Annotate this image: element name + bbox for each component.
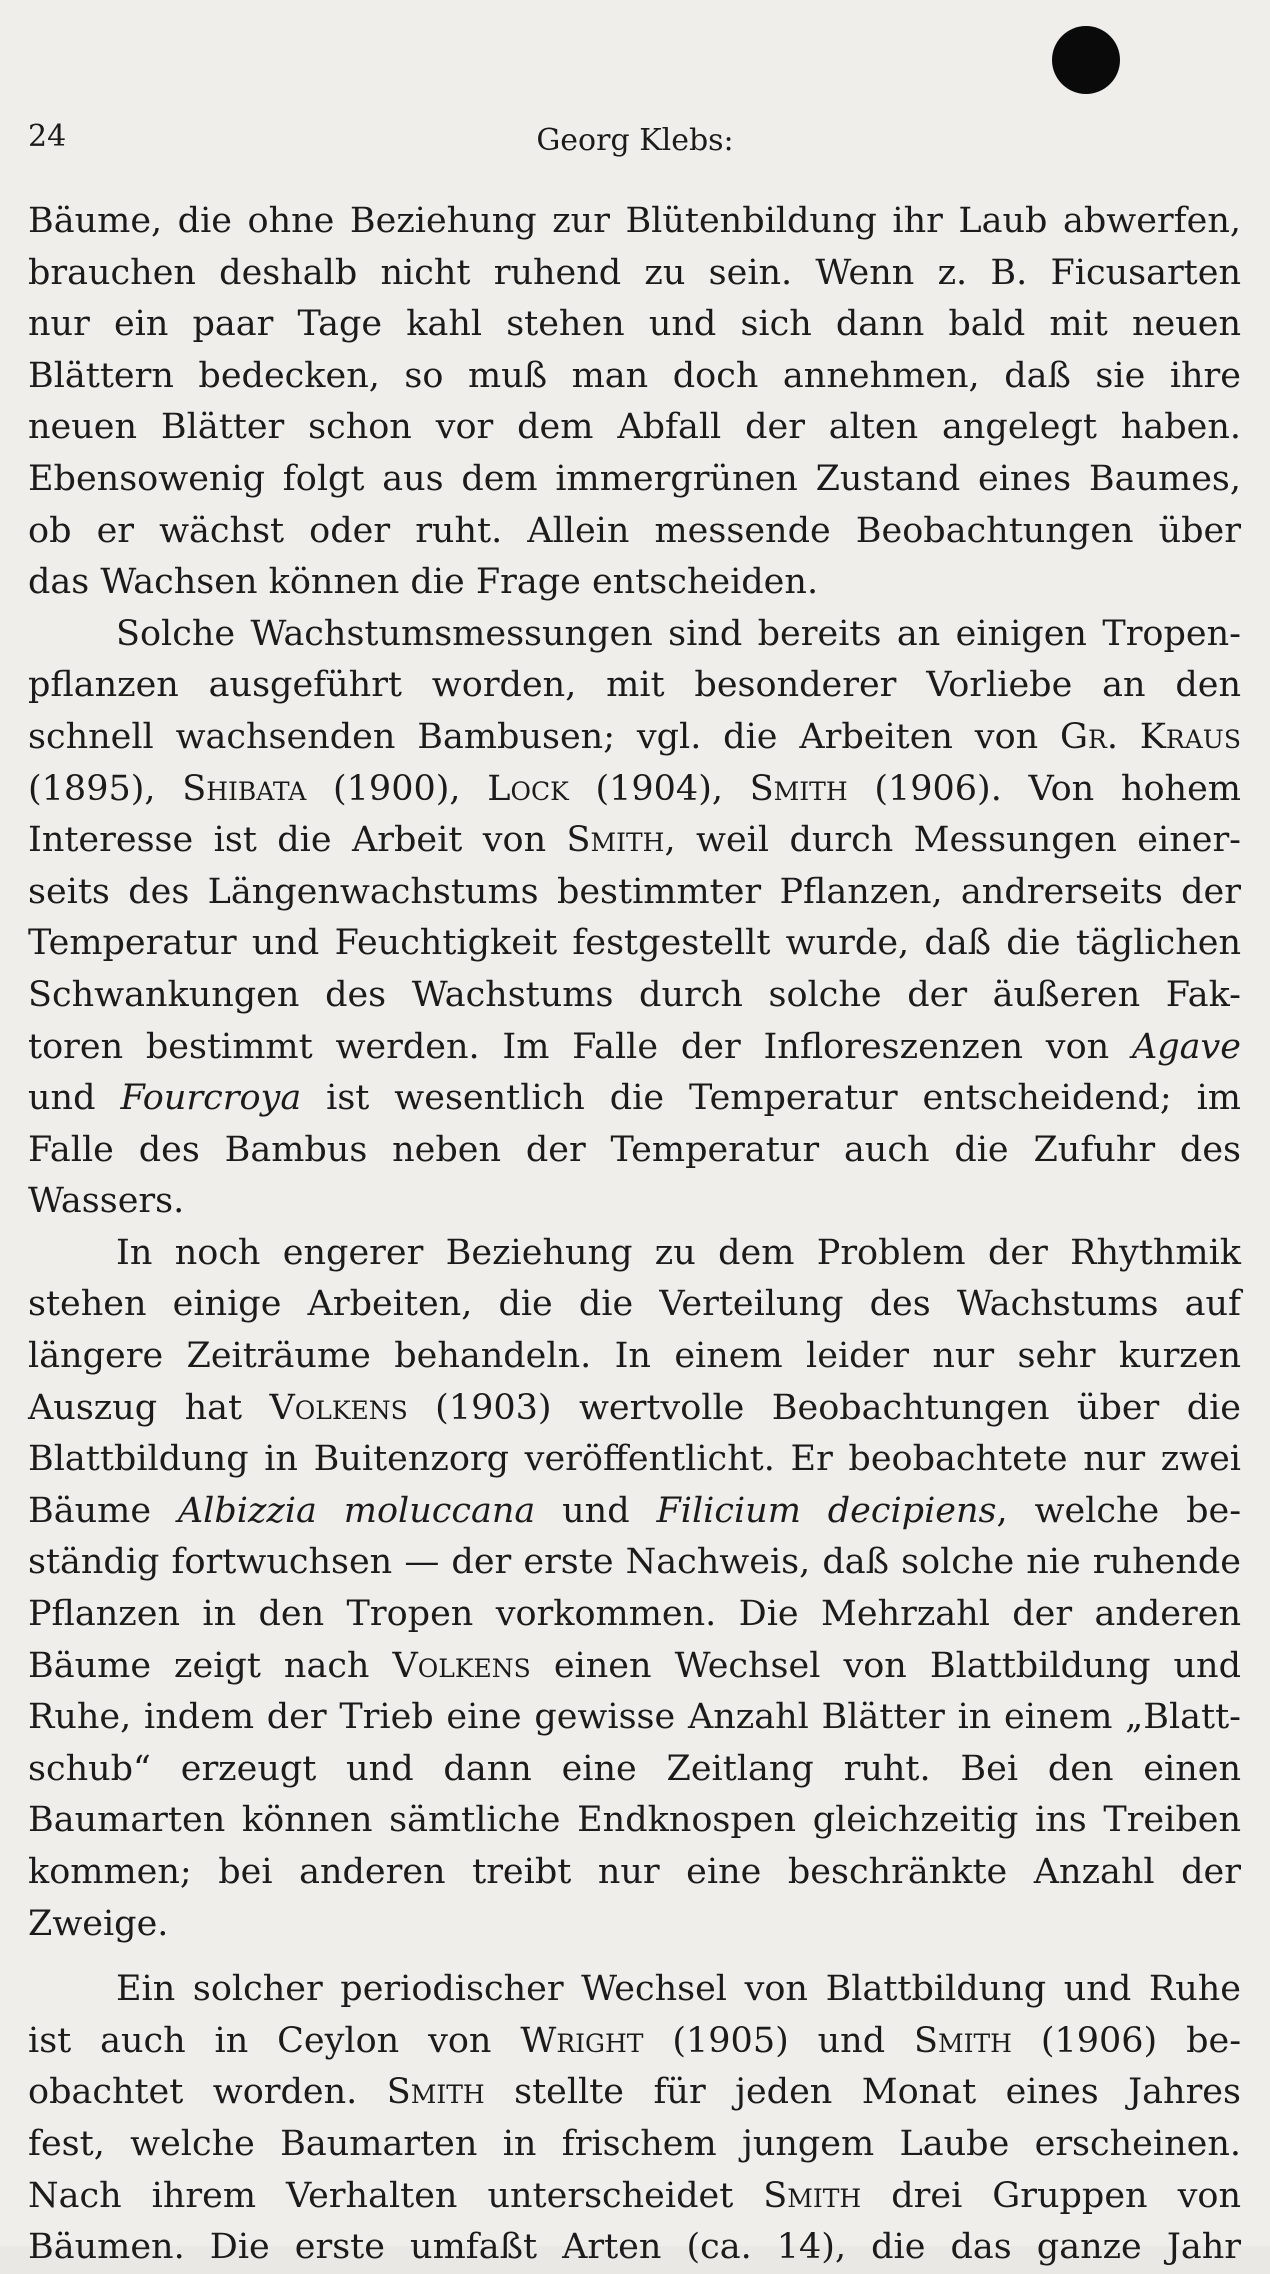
author-name: Wright — [520, 2020, 644, 2061]
text-line — [28, 1434, 1241, 1486]
text-line — [28, 1537, 1241, 1589]
text-run: einen Wechsel von Blattbildung und — [530, 1645, 1241, 1686]
text-line — [28, 1279, 1241, 1331]
text-line — [28, 1795, 1241, 1847]
text-run: nur ein paar Tage kahl stehen und sich dann bald mit neuen — [28, 304, 1241, 345]
text-run: Ein solcher periodischer Wechsel von Blattbildung und Ruhe — [116, 1969, 1241, 2010]
text-line — [28, 248, 1241, 300]
text-run: (1900), — [306, 768, 488, 809]
text-run: (1906) be- — [1011, 2020, 1242, 2061]
text-line — [28, 506, 1241, 558]
text-line — [28, 1964, 1241, 2016]
text-run: (1895), — [28, 768, 183, 809]
text-run: Bäume — [28, 1490, 178, 1531]
text-run: ständig fortwuchsen — der erste Nachweis, daß solche nie ruhende — [28, 1542, 1241, 1583]
text-line — [28, 1125, 1241, 1177]
text-line — [28, 299, 1241, 351]
text-line — [28, 351, 1241, 403]
text-run: ist auch in Ceylon von — [28, 2020, 521, 2061]
text-run: In noch engerer Beziehung zu dem Problem der Rhythmik — [116, 1232, 1241, 1273]
text-line — [28, 815, 1241, 867]
author-name: Shibata — [182, 768, 307, 809]
author-name: Volkens — [269, 1387, 408, 1428]
text-line — [28, 1589, 1241, 1641]
text-line — [28, 660, 1241, 712]
text-run: Interesse ist die Arbeit von — [28, 820, 567, 861]
author-name: Smith — [914, 2020, 1012, 2061]
text-line — [28, 1692, 1241, 1744]
text-line — [28, 867, 1241, 919]
author-name: Smith — [763, 2175, 862, 2216]
text-run: Ebensowenig folgt aus dem immergrünen Zustand eines Baumes, — [28, 458, 1241, 499]
text-run: Falle des Bambus neben der Temperatur auch die Zufuhr des — [28, 1129, 1241, 1170]
text-run: pflanzen ausgeführt worden, mit besonderer Vorliebe an den — [28, 665, 1241, 706]
text-line — [28, 2067, 1241, 2119]
text-line — [28, 454, 1241, 506]
text-run: Ruhe, indem der Trieb eine gewisse Anzahl Blätter in einem „Blatt- — [28, 1697, 1241, 1738]
text-run: toren bestimmt werden. Im Falle der Infloreszenzen von — [28, 1026, 1132, 1067]
text-run: und — [28, 1078, 121, 1119]
species-name: Agave — [1131, 1026, 1241, 1067]
text-line — [28, 402, 1241, 454]
text-run: Bäumen. Die erste umfaßt Arten (ca. 14), die das ganze Jahr — [28, 2227, 1241, 2268]
text-line — [28, 918, 1241, 970]
text-run: (1905) und — [643, 2020, 914, 2061]
text-run: brauchen deshalb nicht ruhend zu sein. Wenn z. B. Ficusarten — [28, 252, 1241, 293]
text-run: Nach ihrem Verhalten unterscheidet — [28, 2175, 764, 2216]
text-line — [28, 557, 1241, 609]
text-run: Schwankungen des Wachstums durch solche der äußeren Fak- — [28, 974, 1241, 1015]
text-line — [28, 1176, 1241, 1228]
text-run: Baumarten können sämtliche Endknospen gleichzeitig ins Treiben — [28, 1800, 1241, 1841]
species-name: Albizzia moluccana — [177, 1490, 536, 1531]
body-text — [28, 196, 1241, 2274]
author-name: Gr. Kraus — [1060, 716, 1241, 757]
text-run: obachtet worden. — [28, 2072, 387, 2113]
author-name: Smith — [749, 768, 848, 809]
page-number: 24 — [28, 119, 67, 154]
text-run: Pflanzen in den Tropen vorkommen. Die Mehrzahl der anderen — [28, 1594, 1241, 1635]
text-run: stellte für jeden Monat eines Jahres — [484, 2072, 1241, 2113]
text-run: Solche Wachstumsmessungen sind bereits an einigen Tropen- — [116, 613, 1241, 654]
text-run: und — [535, 1490, 657, 1531]
text-run: (1904), — [568, 768, 750, 809]
author-name: Volkens — [392, 1645, 531, 1686]
text-line — [28, 2119, 1241, 2171]
text-run: (1906). Von hohem — [847, 768, 1241, 809]
text-run: Temperatur und Feuchtigkeit festgestellt wurde, daß die täglichen — [28, 923, 1241, 964]
text-run: fest, welche Baumarten in frischem jungem Laube erscheinen. — [28, 2123, 1241, 2164]
text-run: das Wachsen können die Frage entscheiden. — [28, 562, 819, 603]
text-run: Zweige. — [28, 1903, 169, 1944]
text-run: stehen einige Arbeiten, die die Verteilung des Wachstums auf — [28, 1284, 1241, 1325]
text-line — [28, 1899, 1241, 1951]
text-line — [28, 2016, 1241, 2068]
text-run: Blattbildung in Buitenzorg veröffentlicht. Er beobachtete nur zwei — [28, 1439, 1241, 1480]
text-run: Wassers. — [28, 1181, 185, 1222]
text-line — [28, 196, 1241, 248]
text-line — [28, 1022, 1241, 1074]
text-line — [28, 970, 1241, 1022]
text-run: Blättern bedecken, so muß man doch annehmen, daß sie ihre — [28, 355, 1241, 396]
author-name: Smith — [386, 2072, 485, 2113]
text-line — [28, 1641, 1241, 1693]
text-run: , welche be- — [996, 1490, 1242, 1531]
text-run: schub“ erzeugt und dann eine Zeitlang ruht. Bei den einen — [28, 1748, 1241, 1789]
ink-blot — [1052, 26, 1120, 94]
text-line — [28, 712, 1241, 764]
text-line — [28, 2171, 1241, 2223]
text-run: drei Gruppen von — [861, 2175, 1241, 2216]
text-run: kommen; bei anderen treibt nur eine beschränkte Anzahl der — [28, 1852, 1241, 1892]
text-run: neuen Blätter schon vor dem Abfall der alten angelegt haben. — [28, 407, 1241, 448]
text-line — [28, 1331, 1241, 1383]
text-run: ist wesentlich die Temperatur entscheidend; im — [301, 1078, 1241, 1119]
author-name: Lock — [487, 768, 569, 809]
text-line — [28, 2222, 1241, 2274]
text-run: (1903) wertvolle Beobachtungen über die — [407, 1387, 1242, 1428]
text-line — [28, 1847, 1241, 1899]
text-run: Auszug hat — [28, 1387, 270, 1428]
species-name: Fourcroya — [120, 1078, 302, 1119]
species-name: Filicium decipiens — [656, 1490, 997, 1531]
text-line — [28, 764, 1241, 816]
text-line — [28, 1744, 1241, 1796]
text-run: schnell wachsenden Bambusen; vgl. die Arbeiten von — [28, 716, 1061, 757]
text-run: seits des Längenwachstums bestimmter Pflanzen, andrerseits der — [28, 871, 1241, 912]
author-name: Smith — [566, 820, 665, 861]
running-head: Georg Klebs: — [536, 123, 734, 158]
text-line — [28, 1073, 1241, 1125]
text-line — [28, 1383, 1241, 1435]
text-line — [28, 1228, 1241, 1280]
text-run: ob er wächst oder ruht. Allein messende Beobachtungen über — [28, 510, 1241, 551]
text-run: längere Zeiträume behandeln. In einem leider nur sehr kurzen — [28, 1336, 1241, 1377]
text-run: Bäume zeigt nach — [28, 1645, 393, 1686]
text-line — [28, 609, 1241, 661]
text-line — [28, 1486, 1241, 1538]
text-run: Bäume, die ohne Beziehung zur Blütenbildung ihr Laub abwerfen, — [28, 201, 1241, 241]
text-run: , weil durch Messungen einer- — [664, 820, 1241, 861]
